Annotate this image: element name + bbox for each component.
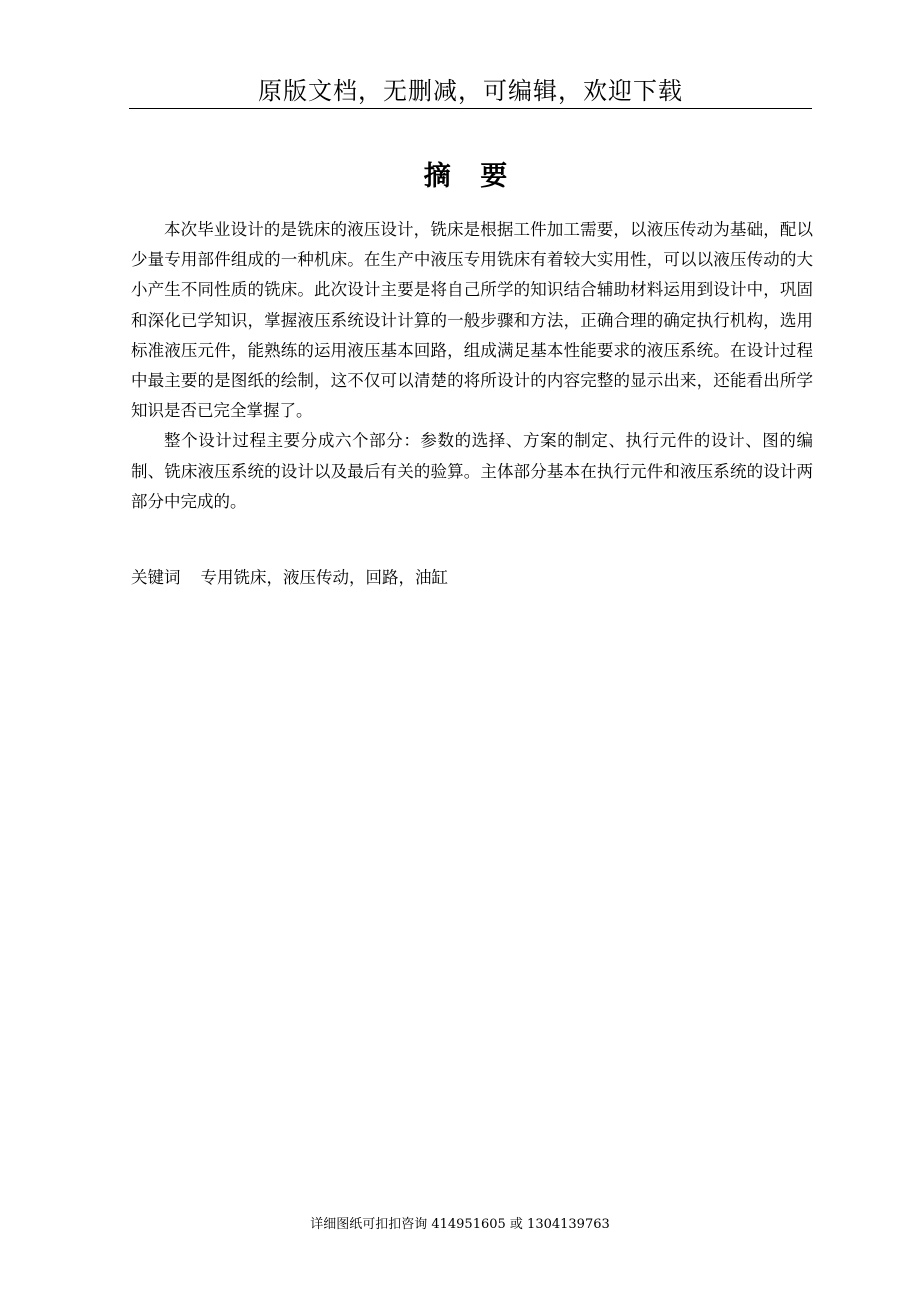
abstract-paragraph-2: 整个设计过程主要分成六个部分：参数的选择、方案的制定、执行元件的设计、图的编制、铣床液压系统的设计以及最后有关的验算。主体部分基本在执行元件和液压系统的设计两部分中完成的。 — [131, 431, 813, 511]
header-title: 原版文档，无删减，可编辑，欢迎下载 — [258, 77, 683, 105]
abstract-heading: 摘 要 — [423, 161, 518, 192]
keywords-line — [131, 563, 448, 593]
abstract-paragraph-1: 本次毕业设计的是铣床的液压设计，铣床是根据工件加工需要，以液压传动为基础，配以少量专用部件组成的一种机床。在生产中液压专用铣床有着较大实用性，可以以液压传动的大小产生不同性质的铣床。此次设计主要是将自己所学的知识结合辅助材料运用到设计中，巩固和深化已学知识，掌握液压系统设计计算的一般步骤和方法，正确合理的确定执行机构，选用标准液压元件，能熟练的运用液压基本回路，组成满足基本性能要求的液压系统。在设计过程中最主要的是图纸的绘制，这不仅可以清楚的将所设计的内容完整的显示出来，还能看出所学知识是否已完全掌握了。 — [131, 220, 813, 421]
keywords-label: 关键词 — [131, 568, 181, 587]
footer-contact: 详细图纸可扣扣咨询 414951605 或 1304139763 — [310, 1217, 610, 1232]
header-divider — [129, 108, 812, 109]
keywords-value: 专用铣床，液压传动，回路，油缸 — [200, 568, 448, 587]
abstract-body — [131, 215, 813, 517]
